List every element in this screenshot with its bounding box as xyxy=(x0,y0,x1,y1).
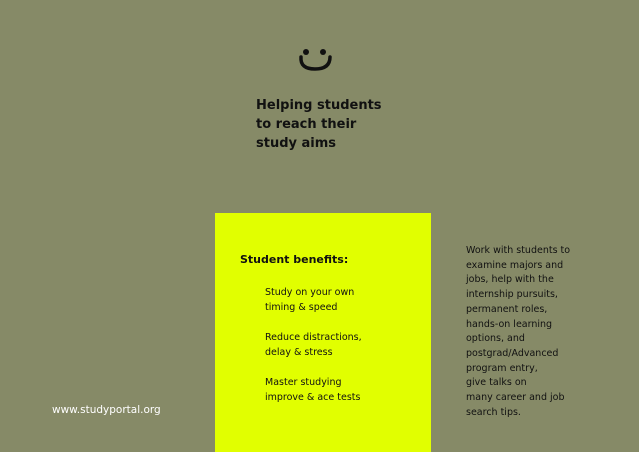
headline: Helping students to reach their study aims xyxy=(256,98,382,151)
benefit-item: Master studying improve & ace tests xyxy=(265,377,361,403)
description-text: Work with students to examine majors and jobs, help with the internship pursuits, permanent roles, hands-on learning options, and postgrad/Advanced program entry, give talks on many career and job search tips. xyxy=(466,245,571,418)
benefits-card xyxy=(215,213,431,452)
benefit-item: Study on your own timing & speed xyxy=(265,287,355,313)
smiley-icon xyxy=(297,45,337,75)
website-link[interactable]: www.studyportal.org xyxy=(52,404,161,416)
benefits-title: Student benefits: xyxy=(240,253,349,266)
benefit-item: Reduce distractions, delay & stress xyxy=(265,332,362,358)
